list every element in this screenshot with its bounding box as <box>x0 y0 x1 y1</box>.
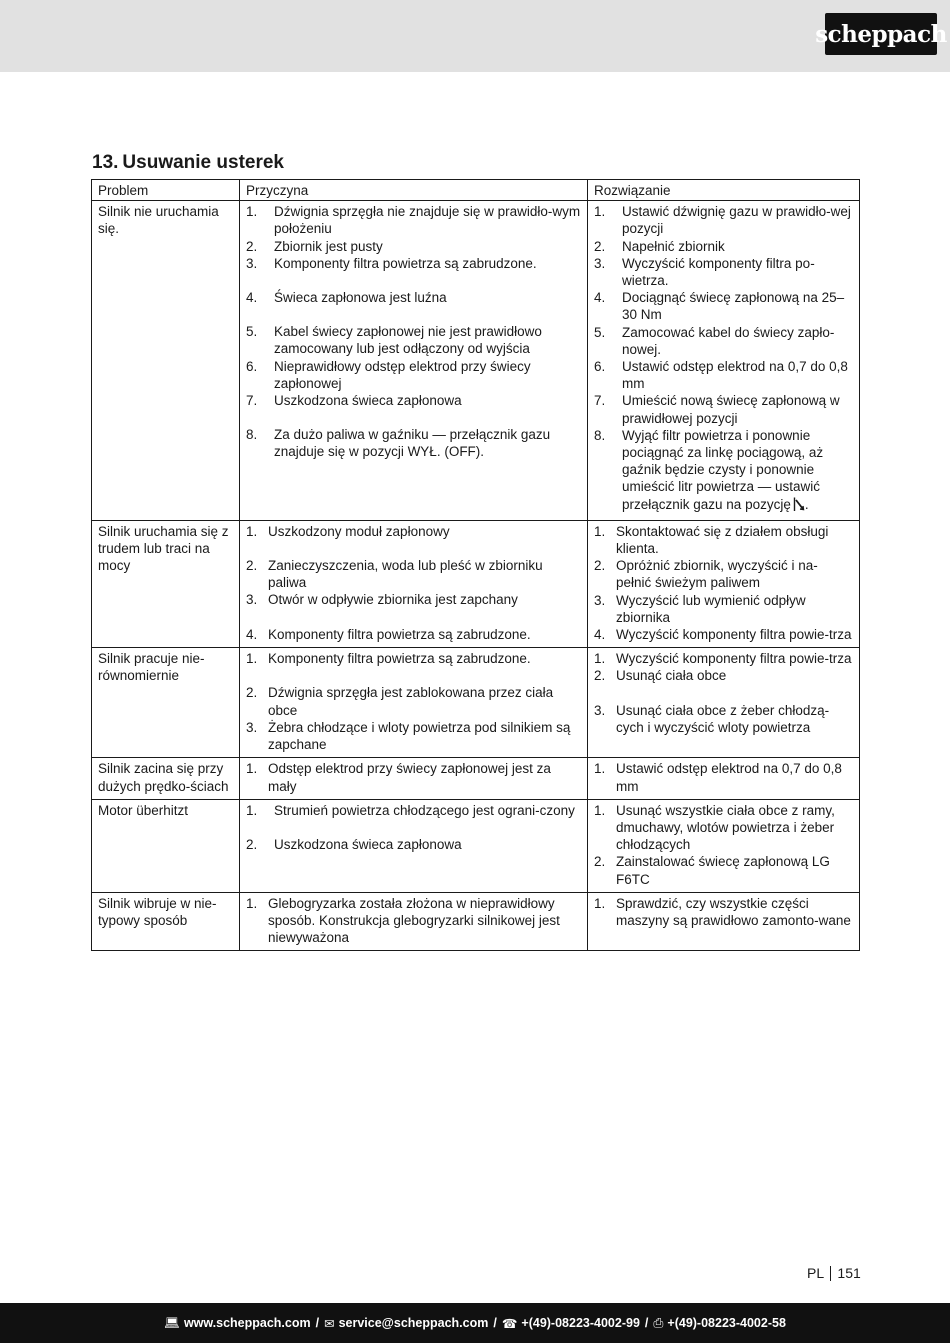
problem-cell: Motor überhitzt <box>92 799 240 892</box>
page-lang: PL <box>807 1265 825 1281</box>
list-item: 6. Nieprawidłowy odstęp elektrod przy świecy zapłonowej <box>246 358 531 391</box>
list-item: 7. Uszkodzona świeca zapłonowa <box>246 393 462 409</box>
header-problem: Problem <box>92 180 240 201</box>
list-item: 2. Zainstalować świecę zapłonową LG F6TC <box>594 854 830 887</box>
page-divider <box>830 1266 831 1281</box>
footer-email[interactable]: service@scheppach.com <box>338 1316 489 1330</box>
list-item: 2. Opróżnić zbiornik, wyczyścić i na-pełnić świeżym paliwem <box>594 558 818 591</box>
cause-cell <box>240 758 588 799</box>
solution-cell <box>588 520 860 647</box>
list-item: 1. Komponenty filtra powietrza są zabrudzone. <box>246 651 531 667</box>
list-item: 2. Napełnić zbiornik <box>594 238 725 254</box>
list-item: 5. Zamocować kabel do świecy zapło-nowej. <box>594 324 835 357</box>
fax-icon: ⎙ <box>653 1315 664 1330</box>
list-item: 8. Wyjąć filtr powietrza i ponownie pociągnąć za linkę pociągową, aż gaźnik będzie czysty i ponownie umieścić litr powietrza — ustawić przełącznik gazu na pozycję . <box>594 427 853 516</box>
section-number: 13. <box>92 152 119 173</box>
list-item: 1. Uszkodzony moduł zapłonowy <box>246 523 450 539</box>
list-item: 3. Wyczyścić komponenty filtra po-wietrza. <box>594 255 815 289</box>
cause-cell <box>240 799 588 892</box>
list-item: 1. Wyczyścić komponenty filtra powie-trza <box>594 651 852 667</box>
header-cause: Przyczyna <box>240 180 588 201</box>
list-item: 3. Usunąć ciała obce z żeber chłodzą-cych i wyczyścić wloty powietrza <box>594 702 830 735</box>
problem-cell: Silnik wibruje w nie-typowy sposób <box>92 892 240 951</box>
header-band <box>0 0 950 72</box>
list-item: 1. Glebogryzarka została złożona w nieprawidłowy sposób. Konstrukcja glebogryzarki silnikowej jest niewyważona <box>246 895 560 946</box>
phone-icon: ☎︎ <box>501 1316 518 1331</box>
brand-logo: scheppach <box>825 13 937 55</box>
list-item: 2. Zbiornik jest pusty <box>246 238 383 254</box>
cause-cell <box>240 892 588 951</box>
table-row <box>92 201 860 521</box>
page-number <box>807 1265 861 1281</box>
table-row <box>92 758 860 799</box>
table-row <box>92 648 860 758</box>
list-item: 5. Kabel świecy zapłonowej nie jest prawidłowo zamocowany lub jest odłączony od wyjścia <box>246 324 542 357</box>
list-item: 1. Sprawdzić, czy wszystkie części maszyny są prawidłowo zamonto-wane <box>594 895 851 928</box>
footer-fax: +(49)-08223-4002-58 <box>667 1316 786 1330</box>
list-item: 7. Umieścić nową świecę zapłonową w prawidłowej pozycji <box>594 393 840 426</box>
table-row <box>92 520 860 647</box>
list-item: 4. Dociągnąć świecę zapłonową na 25–30 Nm <box>594 290 845 323</box>
list-item: 2. Uszkodzona świeca zapłonowa <box>246 836 462 852</box>
problem-cell: Silnik nie uruchamia się. <box>92 201 240 521</box>
footer-web[interactable]: www.scheppach.com <box>183 1316 311 1330</box>
footer-phone: +(49)-08223-4002-99 <box>521 1316 640 1330</box>
list-item: 1. Skontaktować się z działem obsługi klienta. <box>594 523 829 557</box>
table-row <box>92 892 860 951</box>
solution-cell <box>588 799 860 892</box>
cause-cell <box>240 520 588 647</box>
solution-cell <box>588 758 860 799</box>
solution-cell <box>588 648 860 758</box>
list-item: 1. Dźwignia sprzęgła nie znajduje się w prawidło-wym położeniu <box>246 204 581 237</box>
list-item: 1. Odstęp elektrod przy świecy zapłonowej jest za mały <box>246 761 551 794</box>
cause-cell <box>240 648 588 758</box>
list-item: 1. Strumień powietrza chłodzącego jest ograni-czony <box>246 802 575 818</box>
problem-cell: Silnik uruchamia się z trudem lub traci na mocy <box>92 520 240 647</box>
table-header-row <box>92 180 860 201</box>
problem-cell: Silnik zacina się przy dużych prędko-ściach <box>92 758 240 799</box>
section-title-text: Usuwanie usterek <box>122 152 284 173</box>
list-item: 3. Komponenty filtra powietrza są zabrudzone. <box>246 255 537 271</box>
list-item: 4. Wyczyścić komponenty filtra powie-trza <box>594 627 852 643</box>
cause-cell <box>240 201 588 521</box>
list-item: 4. Świeca zapłonowa jest luźna <box>246 290 447 306</box>
list-item: 3. Wyczyścić lub wymienić odpływ zbiornika <box>594 592 806 625</box>
list-item: 1. Usunąć wszystkie ciała obce z ramy, dmuchawy, wlotów powietrza i żeber chłodzących <box>594 802 835 853</box>
problem-cell: Silnik pracuje nie-równomiernie <box>92 648 240 758</box>
list-item: 4. Komponenty filtra powietrza są zabrudzone. <box>246 626 531 642</box>
list-item: 1. Ustawić dźwignię gazu w prawidło-wej pozycji <box>594 204 851 237</box>
troubleshooting-table <box>91 179 860 951</box>
solution-cell <box>588 201 860 521</box>
page-number-value: 151 <box>837 1265 861 1281</box>
email-icon: ✉︎ <box>324 1316 335 1331</box>
list-item: 2. Zanieczyszczenia, woda lub pleść w zbiorniku paliwa <box>246 558 543 591</box>
list-item: 6. Ustawić odstęp elektrod na 0,7 do 0,8 mm <box>594 359 848 392</box>
choke-icon <box>793 497 805 516</box>
list-item: 8. Za dużo paliwa w gaźniku — przełącznik gazu znajduje się w pozycji WYŁ. (OFF). <box>246 427 551 460</box>
list-item: 1. Ustawić odstęp elektrod na 0,7 do 0,8 mm <box>594 761 842 794</box>
list-item: 2. Dźwignia sprzęgła jest zablokowana przez ciała obce <box>246 685 554 718</box>
solution-cell <box>588 892 860 951</box>
section-title <box>92 152 284 174</box>
computer-icon: 💻︎ <box>164 1315 180 1330</box>
table-row <box>92 799 860 892</box>
contact-footer: 💻︎ www.scheppach.com / ✉︎ service@scheppach.com / ☎︎ +(49)-08223-4002-99 / ⎙ +(49)-08223-4002-58 <box>0 1303 950 1343</box>
list-item: 2. Usunąć ciała obce <box>594 668 727 684</box>
list-item: 3. Żebra chłodzące i wloty powietrza pod silnikiem są zapchane <box>246 719 571 753</box>
list-item: 3. Otwór w odpływie zbiornika jest zapchany <box>246 592 518 608</box>
header-solution: Rozwiązanie <box>588 180 860 201</box>
